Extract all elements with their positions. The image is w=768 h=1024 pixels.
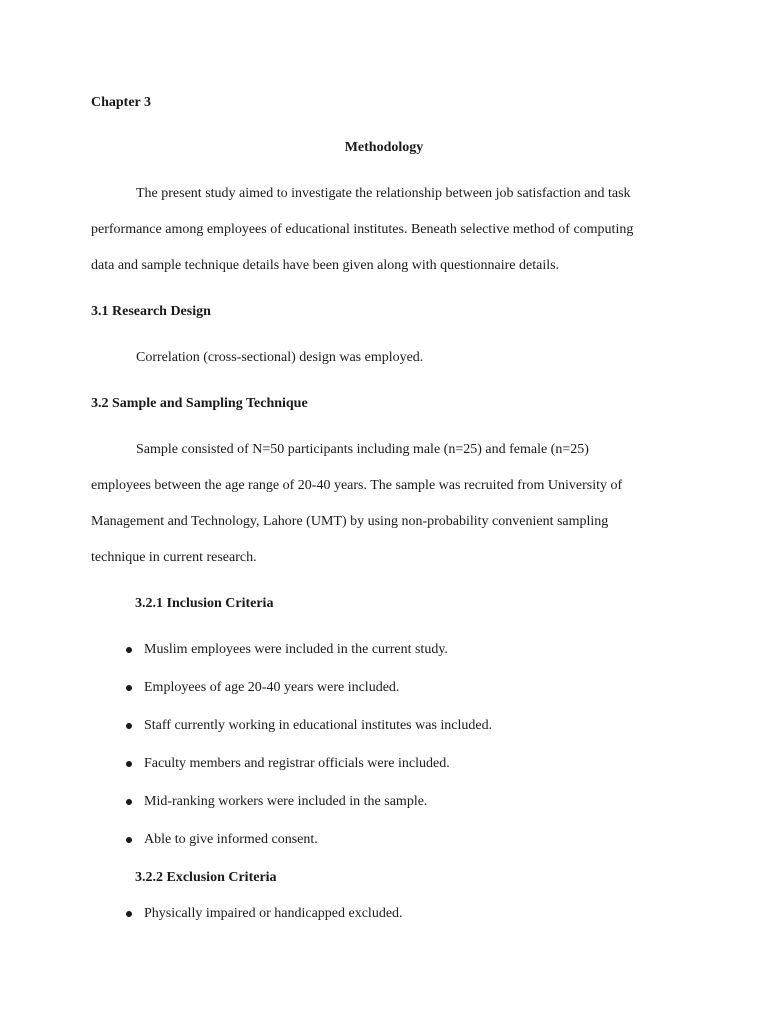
- list-item: Staff currently working in educational institutes was included.: [144, 718, 493, 733]
- sample-line-4: technique in current research.: [91, 550, 257, 565]
- bullet-icon: [126, 799, 132, 805]
- bullet-icon: [126, 911, 132, 917]
- list-item: Muslim employees were included in the current study.: [144, 642, 448, 657]
- research-design-text: Correlation (cross-sectional) design was employed.: [136, 350, 424, 365]
- section-heading-sample: 3.2 Sample and Sampling Technique: [91, 396, 308, 411]
- subsection-heading-exclusion: 3.2.2 Exclusion Criteria: [135, 870, 277, 885]
- list-item: Employees of age 20-40 years were included.: [144, 680, 400, 695]
- intro-line-1: The present study aimed to investigate the relationship between job satisfaction and task: [136, 186, 631, 201]
- page-title: [0, 140, 768, 156]
- bullet-icon: [126, 761, 132, 767]
- sample-line-1: Sample consisted of N=50 participants including male (n=25) and female (n=25): [136, 442, 589, 457]
- bullet-icon: [126, 647, 132, 653]
- list-item: Mid-ranking workers were included in the sample.: [144, 794, 428, 809]
- intro-line-3: data and sample technique details have been given along with questionnaire details.: [91, 258, 560, 273]
- bullet-icon: [126, 837, 132, 843]
- list-item: Physically impaired or handicapped excluded.: [144, 906, 403, 921]
- list-item: Able to give informed consent.: [144, 832, 318, 847]
- intro-line-2: performance among employees of educational institutes. Beneath selective method of computing: [91, 222, 634, 237]
- subsection-heading-inclusion: 3.2.1 Inclusion Criteria: [135, 596, 274, 611]
- sample-line-2: employees between the age range of 20-40 years. The sample was recruited from University of: [91, 478, 623, 493]
- bullet-icon: [126, 685, 132, 691]
- bullet-icon: [126, 723, 132, 729]
- page-title-text: Methodology: [344, 140, 424, 155]
- sample-line-3: Management and Technology, Lahore (UMT) by using non-probability convenient sampling: [91, 514, 609, 529]
- chapter-label: Chapter 3: [91, 95, 152, 110]
- list-item: Faculty members and registrar officials were included.: [144, 756, 450, 771]
- section-heading-research-design: 3.1 Research Design: [91, 304, 211, 319]
